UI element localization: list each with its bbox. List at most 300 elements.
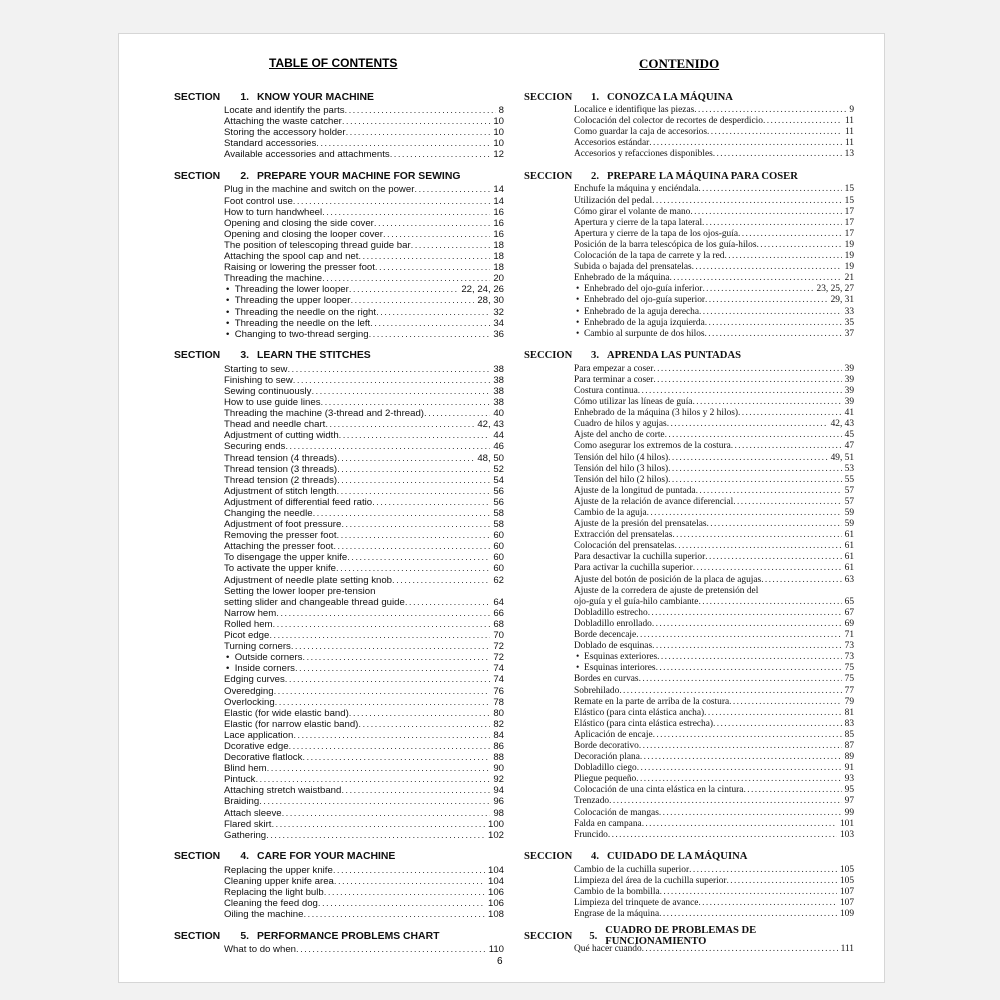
toc-entry-page: 103	[839, 829, 854, 840]
toc-entry-page: 10	[493, 127, 504, 139]
dot-leader	[269, 630, 490, 641]
section-heading-title: CARE FOR YOUR MACHINE	[257, 851, 396, 863]
toc-entry-page: 36	[493, 328, 504, 340]
toc-entry	[224, 229, 504, 240]
dot-leader	[758, 586, 851, 597]
toc-entry-label: Pintuck	[224, 774, 256, 786]
toc-entry-page: 59	[844, 508, 854, 518]
toc-entry	[224, 763, 504, 774]
toc-entry	[574, 808, 854, 819]
toc-entry-label: Costura continua	[574, 385, 638, 396]
toc-entry-label: Adjustment of cutting width	[224, 430, 339, 442]
toc-entry-page: 79	[844, 696, 854, 707]
dot-leader	[414, 184, 490, 195]
toc-section	[524, 925, 854, 955]
toc-entry-label: Attaching stretch waistband	[224, 785, 342, 797]
dot-leader	[424, 408, 490, 419]
toc-entry	[574, 575, 854, 586]
toc-entry	[574, 674, 854, 685]
section-heading-number: 2.	[591, 170, 599, 182]
toc-entry-page: 18	[493, 239, 504, 251]
toc-entry	[574, 229, 854, 240]
toc-entry-page: 54	[493, 474, 504, 486]
dot-leader	[652, 641, 842, 652]
toc-entry-label: Enhebrado de la máquina	[574, 273, 670, 284]
section-heading-number: 4.	[240, 851, 249, 863]
toc-section	[174, 849, 504, 920]
dot-leader	[276, 608, 490, 619]
toc-entry-page: 19	[844, 239, 854, 250]
section-heading-title: LEARN THE STITCHES	[257, 350, 371, 362]
toc-entry-page: 74	[493, 674, 504, 686]
toc-entry-label: Subida o bajada del prensatelas	[574, 262, 692, 273]
toc-entry-label: Falda en campana	[574, 818, 642, 829]
toc-entry-label: Qué hacer cuando	[574, 944, 642, 955]
toc-entry	[574, 486, 854, 497]
dot-leader	[653, 375, 841, 386]
dot-leader	[705, 318, 842, 329]
toc-entry-label: Cómo utilizar las líneas de guía	[574, 397, 693, 408]
toc-entry	[574, 295, 854, 306]
toc-entry-page: 38	[493, 363, 504, 375]
toc-entry	[574, 273, 854, 284]
toc-entry-label: Blind hem	[224, 763, 267, 775]
toc-entry-page: 86	[493, 740, 504, 752]
toc-entry-page: 15	[844, 184, 854, 195]
toc-entry	[574, 364, 854, 375]
toc-entry-page: 10	[493, 138, 504, 150]
dot-leader	[674, 541, 841, 552]
toc-entry-label: Accesorios y refacciones disponibles	[574, 149, 713, 160]
toc-entry-page: 93	[844, 774, 854, 785]
toc-entry-page: 69	[844, 618, 854, 629]
toc-entry	[224, 497, 504, 508]
toc-entry-page: 37	[844, 328, 854, 339]
dot-leader	[707, 127, 842, 138]
dot-leader	[325, 419, 474, 430]
toc-entry-page: 70	[493, 630, 504, 642]
dot-leader	[763, 116, 842, 127]
toc-entry-page: 106	[487, 898, 504, 910]
toc-entry-label: Securing ends	[224, 441, 286, 453]
toc-entry-page: 35	[844, 317, 854, 328]
dot-leader	[705, 329, 842, 340]
toc-entry-page: 68	[493, 618, 504, 630]
toc-entry-page: 92	[493, 774, 504, 786]
toc-entry	[574, 105, 854, 116]
toc-entry-page: 95	[844, 785, 854, 796]
toc-entry-page: 11	[844, 138, 854, 149]
toc-entry	[224, 552, 504, 563]
toc-entry-label: Attaching the waste catcher	[224, 116, 342, 128]
toc-entry-label: Utilización del pedal	[574, 195, 653, 206]
dot-leader	[670, 273, 842, 284]
toc-section	[524, 89, 854, 160]
dot-leader	[321, 397, 491, 408]
dot-leader	[318, 898, 485, 909]
section-heading-title: APRENDA LAS PUNTADAS	[607, 350, 742, 362]
toc-entry-label: ojo-guía y el guía-hilo cambiante	[574, 596, 699, 607]
toc-entry	[224, 419, 504, 430]
toc-entry	[224, 741, 504, 752]
toc-entry-page: 88	[493, 752, 504, 764]
toc-entry-page: 39	[844, 374, 854, 385]
toc-entry-label: Gathering	[224, 829, 267, 841]
dot-leader	[699, 307, 842, 318]
toc-entry-page: 34	[493, 317, 504, 329]
toc-entry	[574, 541, 854, 552]
dot-leader	[375, 586, 501, 597]
toc-entry-page: 109	[839, 909, 854, 920]
dot-leader	[667, 419, 828, 430]
toc-entry	[574, 697, 854, 708]
dot-leader	[274, 686, 491, 697]
dot-leader	[333, 865, 485, 876]
dot-leader	[372, 497, 490, 508]
toc-entry	[224, 652, 504, 663]
toc-entry	[574, 284, 854, 295]
toc-entry	[224, 887, 504, 898]
toc-entry-label: Picot edge	[224, 630, 270, 642]
toc-entry-page: 96	[493, 796, 504, 808]
toc-entry-page: 32	[493, 306, 504, 318]
dot-leader	[337, 530, 491, 541]
section-heading-title: PREPARE YOUR MACHINE FOR SEWING	[257, 170, 461, 182]
dot-leader	[656, 663, 842, 674]
toc-entry	[574, 397, 854, 408]
toc-entry-page: 55	[844, 474, 854, 485]
dot-leader	[642, 944, 838, 955]
section-heading-number: 2.	[240, 170, 249, 182]
toc-entry	[224, 785, 504, 796]
dot-leader	[337, 486, 491, 497]
toc-entry-page: 19	[844, 262, 854, 273]
toc-entry	[224, 865, 504, 876]
toc-entry	[574, 909, 854, 920]
toc-entry-label: Threading the machine	[224, 273, 323, 285]
toc-entry	[224, 364, 504, 375]
toc-entry	[574, 708, 854, 719]
dot-leader	[757, 240, 842, 251]
toc-entry-page: 89	[844, 752, 854, 763]
toc-entry-label: Plug in the machine and switch on the power	[224, 184, 415, 196]
toc-entry	[224, 273, 504, 284]
dot-leader	[653, 364, 841, 375]
toc-entry	[574, 207, 854, 218]
toc-entry-page: 16	[493, 217, 504, 229]
dot-leader	[285, 441, 490, 452]
toc-entry-label: Accesorios estándar	[574, 138, 650, 149]
dot-leader	[660, 887, 837, 898]
dot-leader	[665, 430, 842, 441]
dot-leader	[311, 386, 490, 397]
toc-entry-page: 28, 30	[477, 295, 504, 307]
toc-entry-page: 106	[487, 887, 504, 898]
toc-entry	[574, 530, 854, 541]
toc-entry-label: Colocación de la tapa de carrete y la red	[574, 251, 725, 262]
toc-entry-page: 22, 24, 26	[461, 284, 504, 296]
section-heading	[174, 849, 504, 865]
section-heading-label: SECCION	[524, 170, 573, 182]
toc-entry-page: 49, 51	[830, 452, 854, 463]
toc-entry	[574, 251, 854, 262]
english-title: TABLE OF CONTENTS	[269, 56, 398, 70]
toc-entry-page: 56	[493, 485, 504, 497]
toc-entry	[574, 441, 854, 452]
toc-entry-page: 61	[844, 563, 854, 574]
toc-entry	[224, 295, 504, 306]
dot-leader	[282, 808, 491, 819]
dot-leader	[653, 730, 842, 741]
toc-entry-label: Lace application	[224, 729, 294, 741]
toc-entry	[224, 375, 504, 386]
toc-entry-page: 29, 31	[830, 295, 854, 306]
toc-entry-label: Cambio de la aguja	[574, 508, 647, 518]
dot-leader	[731, 441, 842, 452]
toc-entry-label: • Esquinas exteriores	[574, 652, 657, 663]
toc-entry	[224, 608, 504, 619]
toc-entry-label: Pliegue pequeño	[574, 774, 637, 785]
toc-entry-label: • Cambio al surpunte de dos hilos	[574, 329, 705, 340]
toc-entry-page: 59	[844, 519, 854, 530]
toc-entry-label: Adjustment of differential feed ratio	[224, 496, 373, 508]
toc-entry	[224, 149, 504, 160]
toc-entry-page: 99	[844, 807, 854, 818]
toc-entry-label: • Esquinas interiores	[574, 663, 656, 674]
toc-entry-page: 11	[844, 116, 854, 127]
toc-entry-label: Attaching the spool cap and net	[224, 251, 359, 263]
toc-entry	[574, 552, 854, 563]
section-heading	[174, 168, 504, 184]
spanish-contents-column	[524, 89, 854, 955]
toc-entry	[574, 184, 854, 195]
dot-leader	[692, 262, 842, 273]
dot-leader	[690, 207, 841, 218]
toc-section	[174, 168, 504, 339]
toc-entry-page: 72	[493, 641, 504, 653]
toc-entry-label: Oiling the machine	[224, 909, 304, 921]
dot-leader	[657, 652, 841, 663]
dot-leader	[696, 486, 842, 497]
toc-entry-page: 38	[493, 374, 504, 386]
toc-entry-label: Ajuste de la corredera de ajuste de pretensión del	[574, 585, 759, 596]
toc-entry-page: 82	[493, 718, 504, 730]
toc-entry-label: To activate the upper knife	[224, 563, 336, 575]
toc-entry-label: Colocación de mangas	[574, 807, 659, 818]
dot-leader	[668, 453, 827, 464]
section-heading-label: SECTION	[174, 930, 221, 942]
dot-leader	[302, 652, 490, 663]
toc-entry	[574, 563, 854, 574]
toc-entry	[574, 138, 854, 149]
toc-entry-page: 83	[844, 718, 854, 729]
toc-entry	[574, 240, 854, 251]
dot-leader	[337, 453, 474, 464]
dot-leader	[648, 608, 842, 619]
toc-entry-label: • Enhebrado del ojo-guía inferior	[574, 284, 702, 295]
toc-entry-page: 101	[839, 818, 854, 829]
toc-entry-label: Aplicación de encaje	[574, 729, 653, 740]
dot-leader	[636, 630, 841, 641]
toc-entry-label: Starting to sew	[224, 363, 288, 375]
toc-entry-page: 110	[488, 944, 504, 956]
toc-entry-label: Finishing to sew	[224, 374, 293, 386]
toc-entry	[224, 663, 504, 674]
dot-leader	[358, 251, 490, 262]
toc-entry	[224, 819, 504, 830]
toc-entry	[574, 686, 854, 697]
toc-entry	[574, 453, 854, 464]
manual-page	[118, 33, 885, 983]
section-heading	[174, 89, 504, 105]
toc-entry-page: 78	[493, 696, 504, 708]
dot-leader	[729, 697, 841, 708]
dot-leader	[266, 830, 485, 841]
toc-entry-label: Thread tension (4 threads)	[224, 452, 338, 464]
toc-entry	[224, 830, 504, 841]
toc-entry	[224, 453, 504, 464]
toc-entry	[574, 641, 854, 652]
toc-section	[524, 348, 854, 841]
toc-entry	[574, 619, 854, 630]
dot-leader	[672, 530, 841, 541]
dot-leader	[291, 641, 491, 652]
dot-leader	[668, 475, 842, 486]
dot-leader	[374, 218, 490, 229]
toc-entry	[574, 663, 854, 674]
toc-entry	[574, 719, 854, 730]
toc-entry-label: Cuadro de hilos y agujas	[574, 419, 667, 430]
toc-entry	[224, 563, 504, 574]
toc-entry-label: Decoración plana	[574, 752, 640, 763]
toc-entry	[574, 887, 854, 898]
dot-leader	[698, 184, 841, 195]
toc-entry	[574, 419, 854, 430]
section-heading	[524, 925, 854, 948]
toc-entry-page: 75	[844, 663, 854, 674]
dot-leader	[346, 127, 491, 138]
toc-entry-page: 39	[844, 397, 854, 408]
toc-entry	[574, 386, 854, 397]
dot-leader	[411, 240, 491, 251]
toc-entry-page: 19	[844, 251, 854, 262]
toc-entry-label: Borde decorativo	[574, 740, 639, 751]
dot-leader	[383, 229, 490, 240]
toc-entry	[224, 541, 504, 552]
toc-entry-page: 39	[844, 385, 854, 396]
toc-entry	[574, 741, 854, 752]
toc-entry	[574, 819, 854, 830]
toc-entry-label: To disengage the upper knife	[224, 552, 348, 564]
toc-entry-page: 14	[493, 195, 504, 207]
section-heading	[524, 89, 854, 105]
toc-entry-page: 67	[844, 607, 854, 618]
toc-entry-label: Ajste del ancho de corte	[574, 430, 665, 441]
toc-entry-label: Engrase de la máquina	[574, 909, 660, 920]
toc-entry-label: Setting the lower looper pre-tension	[224, 585, 376, 597]
toc-entry	[574, 865, 854, 876]
toc-entry-label: Dobladillo ciego	[574, 763, 637, 774]
toc-entry-label: Thread tension (3 threads)	[224, 463, 338, 475]
toc-entry-label: Cleaning the feed dog	[224, 898, 318, 910]
toc-entry-label: Changing the needle	[224, 508, 313, 519]
dot-leader	[649, 138, 842, 149]
dot-leader	[313, 508, 491, 519]
toc-entry-page: 60	[493, 541, 504, 553]
toc-entry-label: • Threading the needle on the left	[224, 318, 370, 329]
toc-entry-page: 42, 43	[830, 419, 854, 430]
toc-entry-label: Dobladillo enrollado	[574, 618, 652, 629]
toc-entry-page: 14	[493, 184, 504, 196]
dot-leader	[640, 752, 842, 763]
toc-entry	[224, 464, 504, 475]
dot-leader	[405, 597, 491, 608]
toc-entry-label: Ajuste de la presión del prensatelas	[574, 519, 707, 530]
dot-leader	[705, 295, 828, 306]
dot-leader	[705, 552, 841, 563]
toc-entry-page: 39	[844, 363, 854, 374]
toc-entry	[574, 830, 854, 841]
section-heading-number: 1.	[240, 91, 249, 103]
toc-entry	[224, 475, 504, 486]
toc-entry-label: • Enhebrado de la aguja derecha	[574, 307, 699, 318]
toc-entry-page: 44	[493, 430, 504, 442]
toc-entry	[574, 218, 854, 229]
dot-leader	[273, 619, 491, 630]
toc-entry-label: Borde decencaje	[574, 630, 637, 641]
toc-entry	[224, 116, 504, 127]
toc-entry-page: 56	[493, 496, 504, 508]
toc-entry	[224, 138, 504, 149]
toc-entry-label: Thead and needle chart	[224, 419, 326, 431]
dot-leader	[619, 686, 841, 697]
dot-leader	[743, 785, 841, 796]
toc-entry-label: Locate and identify the parts	[224, 105, 345, 116]
section-heading-title: PERFORMANCE PROBLEMS CHART	[257, 930, 440, 942]
section-heading-title: CUIDADO DE LA MÁQUINA	[607, 851, 748, 863]
toc-entry	[224, 307, 504, 318]
toc-entry-page: 15	[844, 195, 854, 206]
toc-entry-label: Como asegurar los extremos de la costura	[574, 441, 731, 452]
toc-entry	[574, 519, 854, 530]
toc-entry-label: Localice e identifique las piezas	[574, 105, 695, 115]
toc-entry-page: 12	[493, 149, 504, 161]
toc-entry-label: Enchufe la máquina y enciéndala	[574, 184, 699, 195]
toc-entry	[224, 251, 504, 262]
toc-entry	[224, 184, 504, 195]
section-heading-label: SECTION	[174, 350, 221, 362]
section-heading	[524, 348, 854, 364]
toc-section	[174, 348, 504, 841]
toc-entry	[574, 796, 854, 807]
toc-entry-page: 52	[493, 463, 504, 475]
dot-leader	[659, 909, 837, 920]
toc-entry-label: Cambio de la cuchilla superior	[574, 864, 690, 875]
toc-entry-label: • Enhebrado del ojo-guía superior	[574, 295, 705, 306]
toc-entry-page: 94	[493, 785, 504, 797]
dot-leader	[322, 207, 490, 218]
toc-entry	[224, 619, 504, 630]
toc-entry-page: 60	[493, 552, 504, 564]
toc-entry	[224, 207, 504, 218]
toc-entry-label: Cambio de la bombilla	[574, 887, 660, 897]
toc-entry-label: Como guardar la caja de accesorios	[574, 127, 708, 138]
toc-entry-page: 16	[493, 228, 504, 240]
toc-entry	[574, 475, 854, 486]
toc-entry-label: Adjustment of stitch length	[224, 485, 337, 497]
english-contents-column	[174, 89, 504, 955]
dot-leader	[287, 364, 490, 375]
